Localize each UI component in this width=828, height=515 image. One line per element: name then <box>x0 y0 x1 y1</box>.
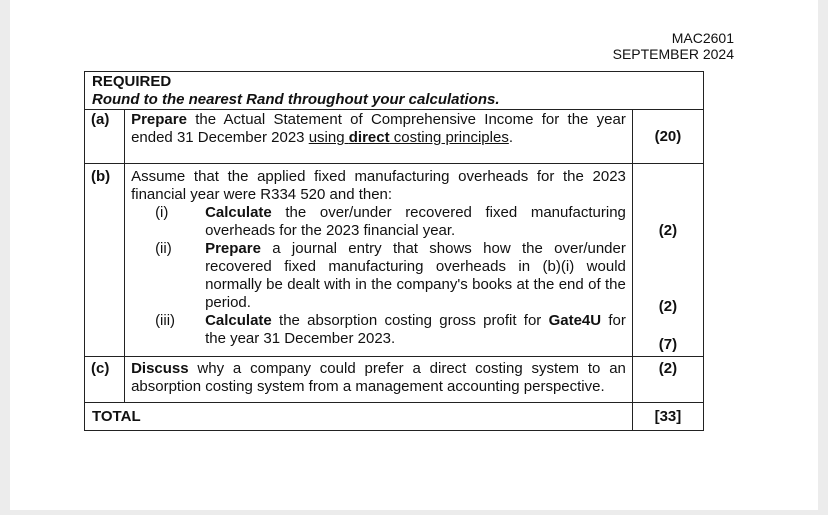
question-b-row <box>85 164 704 357</box>
question-a-text: Prepare the Actual Statement of Comprehensive Income for the year ended 31 December 2023 using direct costing principles. <box>125 110 633 164</box>
question-c-label: (c) <box>85 357 125 403</box>
question-c-text: Discuss why a company could prefer a direct costing system to an absorption costing system from a management accounting perspective. <box>125 357 633 403</box>
requirements-table <box>84 71 704 431</box>
question-b-iii-label: (iii) <box>155 312 176 329</box>
question-b-ii: (ii) Prepare a journal entry that shows how the over/under recovered fixed manufacturing overheads in (b)(i) would normally be dealt with in the company's books at the end of the period. <box>131 240 626 312</box>
question-b-i-marks: (2) <box>658 222 678 239</box>
question-c-row <box>85 357 704 403</box>
question-a-label: (a) <box>85 110 125 164</box>
question-a-verb: Prepare <box>131 111 187 128</box>
question-c-verb: Discuss <box>131 360 189 377</box>
exam-date: SEPTEMBER 2024 <box>612 46 734 62</box>
question-b-intro: Assume that the applied fixed manufacturing overheads for the 2023 financial year were R334 520 and then: <box>131 168 626 203</box>
question-a-underlined: using direct costing principles <box>308 129 509 146</box>
total-row <box>85 403 704 431</box>
question-b-ii-label: (ii) <box>155 240 172 257</box>
question-b-ii-marks: (2) <box>658 298 678 315</box>
question-b-marks-column <box>632 164 703 357</box>
question-b-iii: (iii) Calculate the absorption costing gross profit for Gate4U for the year 31 December 2023. <box>131 312 626 348</box>
question-b-iii-marks: (7) <box>658 336 678 353</box>
required-row <box>85 72 704 110</box>
required-heading: REQUIRED <box>92 73 172 90</box>
total-marks: [33] <box>632 403 703 431</box>
question-b-i: (i) Calculate the over/under recovered fixed manufacturing overheads for the 2023 financial year. <box>131 204 626 240</box>
company-name: Gate4U <box>548 312 602 329</box>
question-b-label: (b) <box>85 164 125 357</box>
question-a-row <box>85 110 704 164</box>
question-c-marks: (2) <box>632 357 703 403</box>
document-page <box>10 0 818 510</box>
page-header <box>613 30 734 62</box>
question-b-i-label: (i) <box>155 204 169 221</box>
total-label: TOTAL <box>85 403 633 431</box>
question-a-marks: (20) <box>632 110 703 164</box>
module-code: MAC2601 <box>671 30 734 46</box>
rounding-instruction: Round to the nearest Rand throughout your calculations. <box>92 91 500 108</box>
